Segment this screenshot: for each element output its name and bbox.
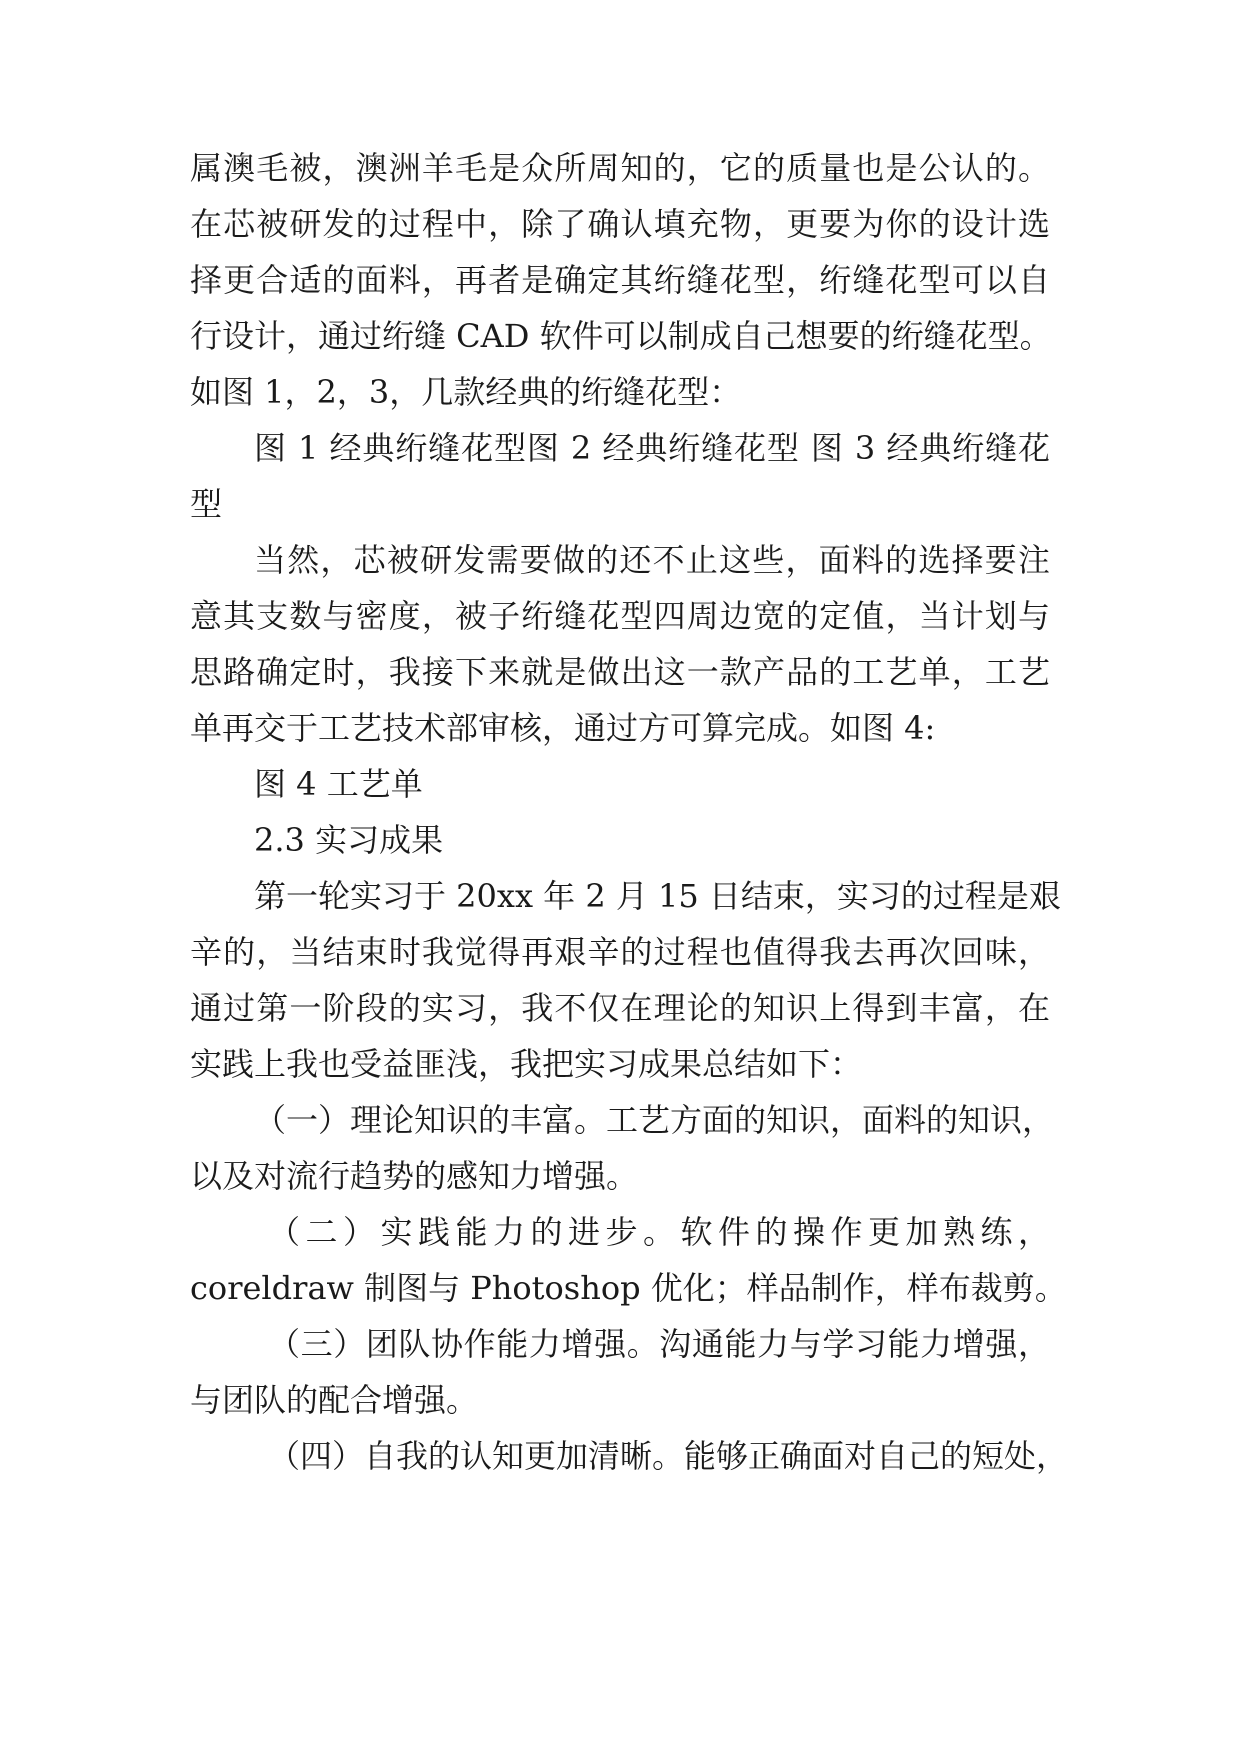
text-line: 辛的，当结束时我觉得再艰辛的过程也值得我去再次回味，	[190, 933, 1050, 971]
figure-caption: 图 1 经典绗缝花型图 2 经典绗缝花型 图 3 经典绗缝花	[254, 429, 1050, 467]
text-line: （二）实践能力的进步。软件的操作更加熟练，	[268, 1213, 1050, 1251]
text-line: 行设计，通过绗缝 CAD 软件可以制成自己想要的绗缝花型。	[190, 317, 1052, 355]
text-line: 属澳毛被，澳洲羊毛是众所周知的，它的质量也是公认的。	[190, 149, 1050, 187]
text-line: 第一轮实习于 20xx 年 2 月 15 日结束，实习的过程是艰	[254, 877, 1061, 915]
figure-caption: 图 4 工艺单	[254, 765, 423, 803]
text-line: 在芯被研发的过程中，除了确认填充物，更要为你的设计选	[190, 205, 1050, 243]
text-line: 通过第一阶段的实习，我不仅在理论的知识上得到丰富，在	[190, 989, 1050, 1027]
text-line: 实践上我也受益匪浅，我把实习成果总结如下：	[190, 1045, 863, 1083]
text-line: coreldraw 制图与 Photoshop 优化；样品制作，样布裁剪。	[190, 1269, 1067, 1307]
text-line: 当然，芯被研发需要做的还不止这些，面料的选择要注	[254, 541, 1050, 579]
text-line: 单再交于工艺技术部审核，通过方可算完成。如图 4:	[190, 709, 936, 747]
text-line: （三）团队协作能力增强。沟通能力与学习能力增强，	[268, 1325, 1050, 1363]
figure-caption: 型	[190, 485, 223, 523]
text-line: （一）理论知识的丰富。工艺方面的知识，面料的知识，	[254, 1101, 1055, 1139]
section-heading: 2.3 实习成果	[254, 821, 444, 859]
text-line: 择更合适的面料，再者是确定其绗缝花型，绗缝花型可以自	[190, 261, 1050, 299]
text-line: 与团队的配合增强。	[190, 1381, 479, 1419]
text-line: 思路确定时，我接下来就是做出这一款产品的工艺单，工艺	[190, 653, 1050, 691]
text-line: （四）自我的认知更加清晰。能够正确面对自己的短处，	[268, 1437, 1069, 1475]
text-line: 以及对流行趋势的感知力增强。	[190, 1157, 639, 1195]
text-line: 如图 1，2，3，几款经典的绗缝花型：	[190, 373, 742, 411]
text-line: 意其支数与密度，被子绗缝花型四周边宽的定值，当计划与	[190, 597, 1050, 635]
